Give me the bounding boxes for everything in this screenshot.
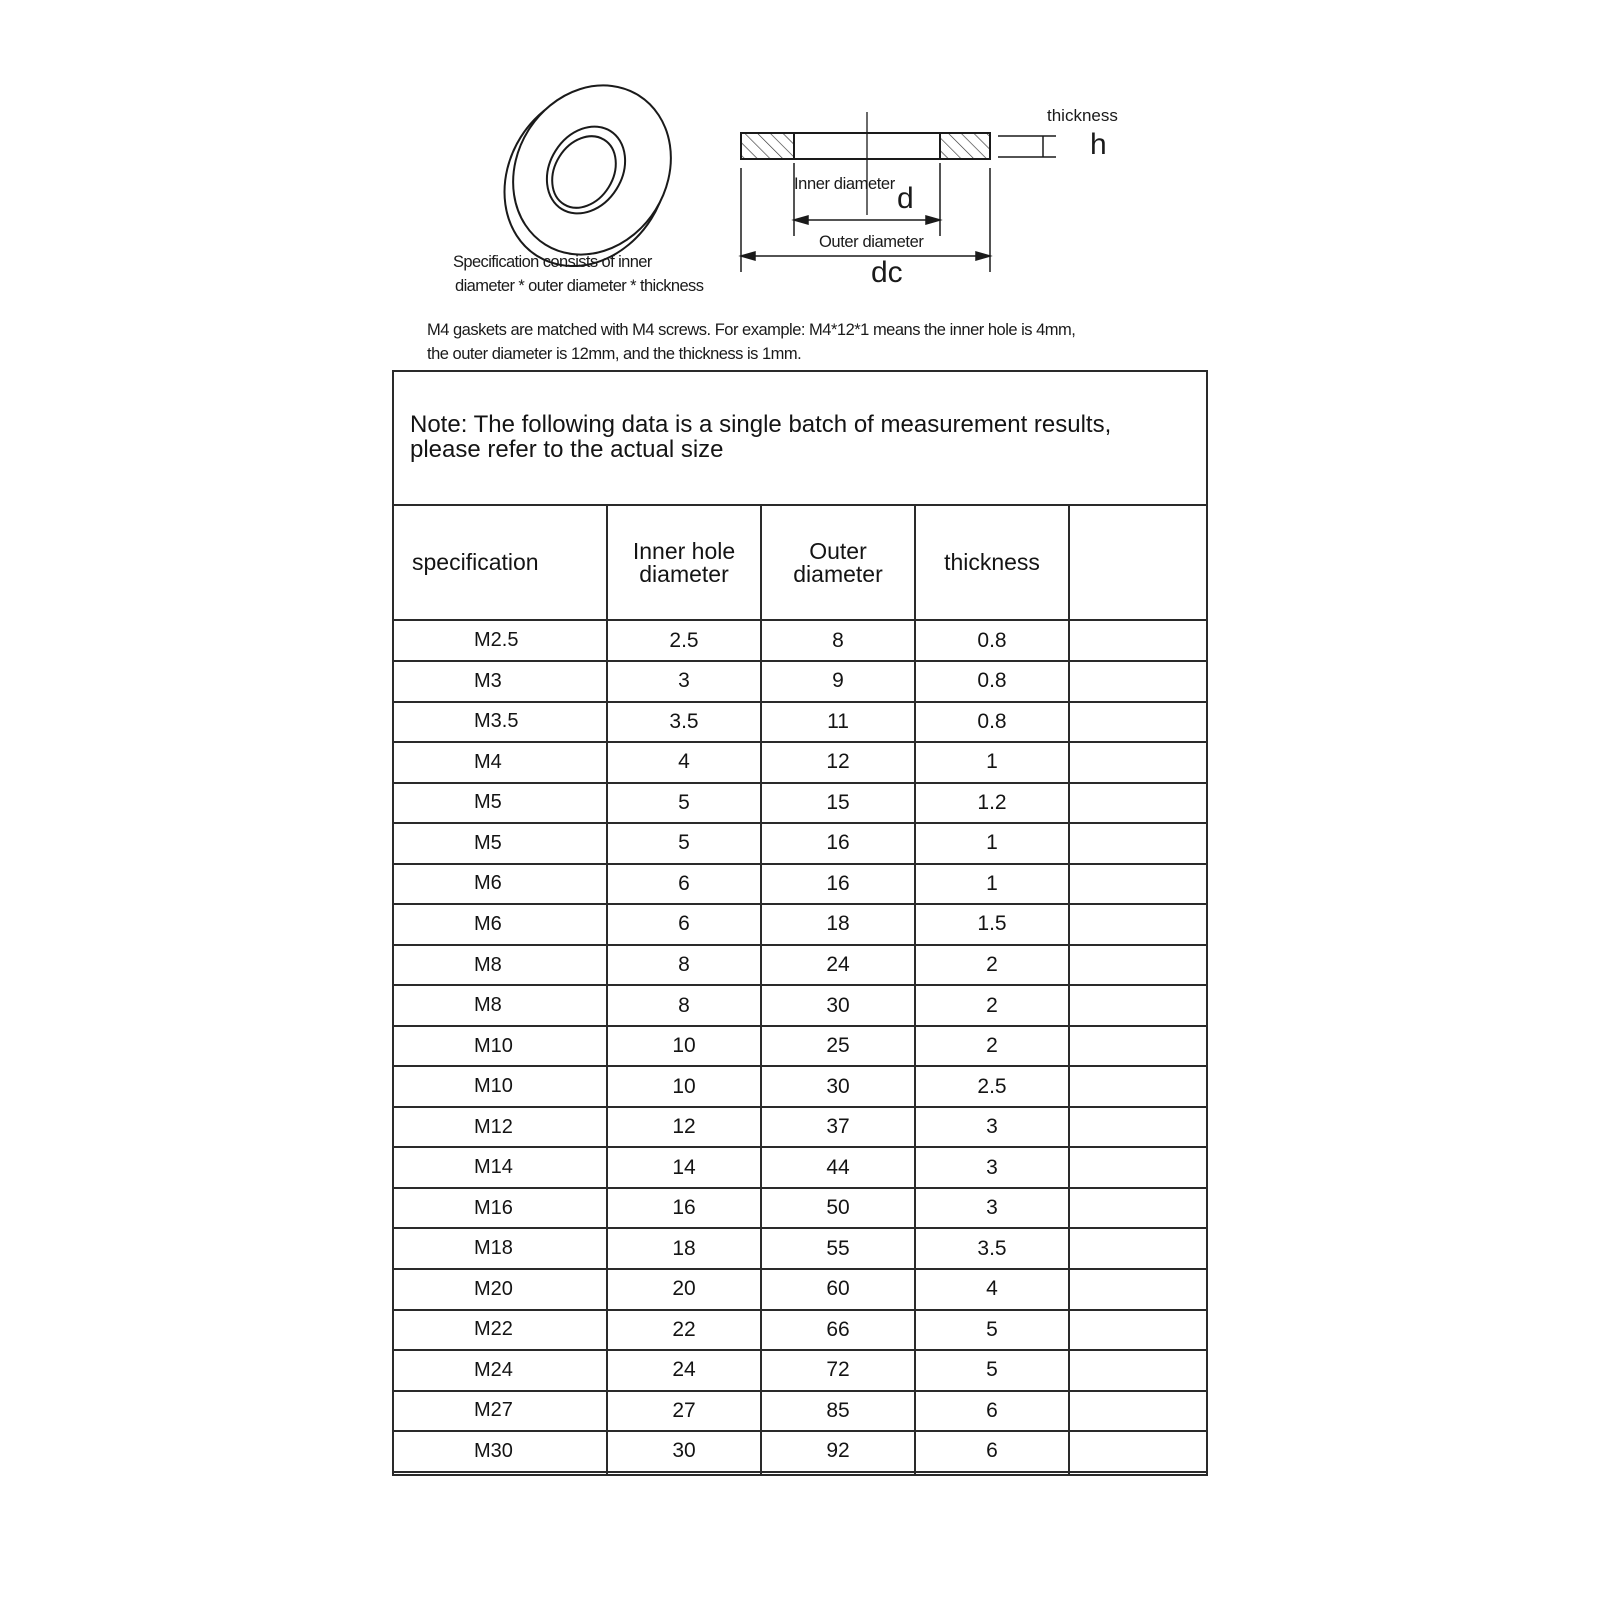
outer-diameter-label: Outer diameter: [819, 233, 924, 251]
cell-specification: M14: [393, 1147, 607, 1188]
cell-inner-hole-diameter: [607, 1472, 761, 1475]
cell-outer-diameter: 8: [761, 620, 915, 661]
example-line-2: the outer diameter is 12mm, and the thickness is 1mm.: [427, 345, 802, 363]
cell-inner-hole-diameter: 16: [607, 1188, 761, 1229]
cell-thickness: 3: [915, 1107, 1069, 1148]
table-row: [393, 904, 1207, 945]
cell-empty: [1069, 783, 1207, 824]
cell-thickness: 2.5: [915, 1066, 1069, 1107]
caption-line-1: Specification consists of inner: [453, 253, 652, 271]
cell-inner-hole-diameter: 8: [607, 945, 761, 986]
cell-outer-diameter: 24: [761, 945, 915, 986]
cell-specification: M10: [393, 1066, 607, 1107]
table-row: [393, 661, 1207, 702]
cell-inner-hole-diameter: 10: [607, 1026, 761, 1067]
measurement-note: [393, 371, 1207, 505]
cell-specification: M6: [393, 864, 607, 905]
thickness-dimension: [998, 136, 1056, 157]
cell-specification: M16: [393, 1188, 607, 1229]
cell-specification: M3.5: [393, 702, 607, 743]
cell-empty: [1069, 904, 1207, 945]
washer-diagram: [0, 0, 1601, 363]
table-row: [393, 1431, 1207, 1472]
table-row: [393, 1026, 1207, 1067]
table-row: [393, 783, 1207, 824]
cell-outer-diameter: [761, 1472, 915, 1475]
cell-inner-hole-diameter: 6: [607, 864, 761, 905]
cell-empty: [1069, 1431, 1207, 1472]
cell-thickness: [915, 1472, 1069, 1475]
cell-inner-hole-diameter: 30: [607, 1431, 761, 1472]
cell-empty: [1069, 823, 1207, 864]
cell-outer-diameter: 44: [761, 1147, 915, 1188]
thickness-label: thickness: [1047, 106, 1118, 125]
table-row: [393, 1066, 1207, 1107]
cell-inner-hole-diameter: 18: [607, 1228, 761, 1269]
table-row: [393, 1310, 1207, 1351]
cell-specification: M18: [393, 1228, 607, 1269]
cell-inner-hole-diameter: 5: [607, 823, 761, 864]
cell-empty: [1069, 1188, 1207, 1229]
cell-thickness: 3: [915, 1188, 1069, 1229]
cell-empty: [1069, 620, 1207, 661]
cell-specification: [393, 1472, 607, 1475]
cell-specification: M12: [393, 1107, 607, 1148]
header-outer-line-1: Outer: [809, 537, 867, 564]
table-row: [393, 1391, 1207, 1432]
cell-outer-diameter: 16: [761, 823, 915, 864]
cell-specification: M22: [393, 1310, 607, 1351]
cell-empty: [1069, 1269, 1207, 1310]
cell-outer-diameter: 9: [761, 661, 915, 702]
cell-thickness: 0.8: [915, 702, 1069, 743]
cell-specification: M4: [393, 742, 607, 783]
cell-outer-diameter: 50: [761, 1188, 915, 1229]
cell-thickness: 0.8: [915, 661, 1069, 702]
cell-thickness: 1: [915, 864, 1069, 905]
cell-specification: M5: [393, 823, 607, 864]
cell-thickness: 1: [915, 742, 1069, 783]
table-row: [393, 1107, 1207, 1148]
cell-outer-diameter: 85: [761, 1391, 915, 1432]
caption-line-2: diameter * outer diameter * thickness: [455, 277, 704, 295]
cell-inner-hole-diameter: 4: [607, 742, 761, 783]
cell-inner-hole-diameter: 20: [607, 1269, 761, 1310]
table-row: [393, 1350, 1207, 1391]
cell-inner-hole-diameter: 24: [607, 1350, 761, 1391]
cell-specification: M6: [393, 904, 607, 945]
table-row: [393, 742, 1207, 783]
specification-caption: [453, 250, 703, 298]
cell-specification: M2.5: [393, 620, 607, 661]
cell-specification: M5: [393, 783, 607, 824]
cell-specification: M24: [393, 1350, 607, 1391]
cell-thickness: 5: [915, 1350, 1069, 1391]
example-line-1: M4 gaskets are matched with M4 screws. For example: M4*12*1 means the inner hole is 4mm,: [427, 321, 1076, 339]
example-note: [427, 318, 1075, 366]
cell-empty: [1069, 742, 1207, 783]
table-row: [393, 620, 1207, 661]
d-symbol: d: [897, 182, 914, 215]
inner-diameter-label: Inner diameter: [794, 175, 895, 193]
cell-thickness: 0.8: [915, 620, 1069, 661]
cell-empty: [1069, 1026, 1207, 1067]
cell-inner-hole-diameter: 12: [607, 1107, 761, 1148]
cell-specification: M20: [393, 1269, 607, 1310]
table-row: [393, 1472, 1207, 1475]
header-thickness: thickness: [915, 505, 1069, 620]
cell-inner-hole-diameter: 6: [607, 904, 761, 945]
table-row: [393, 823, 1207, 864]
cell-thickness: 6: [915, 1431, 1069, 1472]
cell-thickness: 1.2: [915, 783, 1069, 824]
cell-outer-diameter: 30: [761, 985, 915, 1026]
dc-symbol: dc: [871, 256, 903, 289]
cell-outer-diameter: 92: [761, 1431, 915, 1472]
cell-empty: [1069, 1472, 1207, 1475]
cell-outer-diameter: 18: [761, 904, 915, 945]
table-row: [393, 1228, 1207, 1269]
cell-thickness: 5: [915, 1310, 1069, 1351]
table-row: [393, 1188, 1207, 1229]
cell-inner-hole-diameter: 3.5: [607, 702, 761, 743]
table-row: [393, 945, 1207, 986]
cell-empty: [1069, 1350, 1207, 1391]
cell-inner-hole-diameter: 8: [607, 985, 761, 1026]
cell-inner-hole-diameter: 14: [607, 1147, 761, 1188]
cell-outer-diameter: 12: [761, 742, 915, 783]
cell-empty: [1069, 864, 1207, 905]
h-symbol: h: [1090, 128, 1107, 161]
header-inner-line-2: diameter: [639, 560, 729, 587]
cell-empty: [1069, 1391, 1207, 1432]
header-specification: specification: [393, 505, 607, 620]
cell-empty: [1069, 1310, 1207, 1351]
header-inner-hole-diameter: [607, 505, 761, 620]
cell-empty: [1069, 985, 1207, 1026]
cell-empty: [1069, 702, 1207, 743]
header-inner-line-1: Inner hole: [632, 537, 736, 564]
cell-empty: [1069, 661, 1207, 702]
table-row: [393, 1269, 1207, 1310]
note-row: [393, 371, 1207, 505]
table-row: [393, 864, 1207, 905]
cell-specification: M8: [393, 985, 607, 1026]
cell-outer-diameter: 16: [761, 864, 915, 905]
cell-outer-diameter: 11: [761, 702, 915, 743]
washer-cross-section: [741, 112, 990, 215]
cell-outer-diameter: 37: [761, 1107, 915, 1148]
table-row: [393, 985, 1207, 1026]
table-body: [393, 620, 1207, 1475]
cell-thickness: 1: [915, 823, 1069, 864]
cell-empty: [1069, 1107, 1207, 1148]
cell-specification: M30: [393, 1431, 607, 1472]
header-empty: [1069, 505, 1207, 620]
note-line-2: please refer to the actual size: [410, 436, 724, 464]
cell-thickness: 2: [915, 985, 1069, 1026]
cell-inner-hole-diameter: 22: [607, 1310, 761, 1351]
header-outer-line-2: diameter: [793, 560, 883, 587]
cell-specification: M27: [393, 1391, 607, 1432]
header-outer-diameter: [761, 505, 915, 620]
header-row: [393, 505, 1207, 620]
cell-outer-diameter: 66: [761, 1310, 915, 1351]
note-line-1: Note: The following data is a single batch of measurement results,: [410, 411, 1112, 439]
cell-empty: [1069, 1147, 1207, 1188]
cell-empty: [1069, 1228, 1207, 1269]
cell-outer-diameter: 72: [761, 1350, 915, 1391]
cell-inner-hole-diameter: 3: [607, 661, 761, 702]
cell-thickness: 1.5: [915, 904, 1069, 945]
cell-outer-diameter: 30: [761, 1066, 915, 1107]
spec-table: [392, 370, 1208, 1476]
cell-inner-hole-diameter: 10: [607, 1066, 761, 1107]
cell-thickness: 3: [915, 1147, 1069, 1188]
cell-thickness: 2: [915, 945, 1069, 986]
table-row: [393, 1147, 1207, 1188]
cell-thickness: 6: [915, 1391, 1069, 1432]
cell-thickness: 2: [915, 1026, 1069, 1067]
cell-inner-hole-diameter: 27: [607, 1391, 761, 1432]
cell-thickness: 4: [915, 1269, 1069, 1310]
cell-specification: M10: [393, 1026, 607, 1067]
cell-specification: M8: [393, 945, 607, 986]
cell-inner-hole-diameter: 2.5: [607, 620, 761, 661]
cell-specification: M3: [393, 661, 607, 702]
cell-outer-diameter: 25: [761, 1026, 915, 1067]
cell-thickness: 3.5: [915, 1228, 1069, 1269]
table-row: [393, 702, 1207, 743]
cell-empty: [1069, 1066, 1207, 1107]
cell-empty: [1069, 945, 1207, 986]
cell-outer-diameter: 55: [761, 1228, 915, 1269]
cell-outer-diameter: 60: [761, 1269, 915, 1310]
cell-outer-diameter: 15: [761, 783, 915, 824]
cell-inner-hole-diameter: 5: [607, 783, 761, 824]
